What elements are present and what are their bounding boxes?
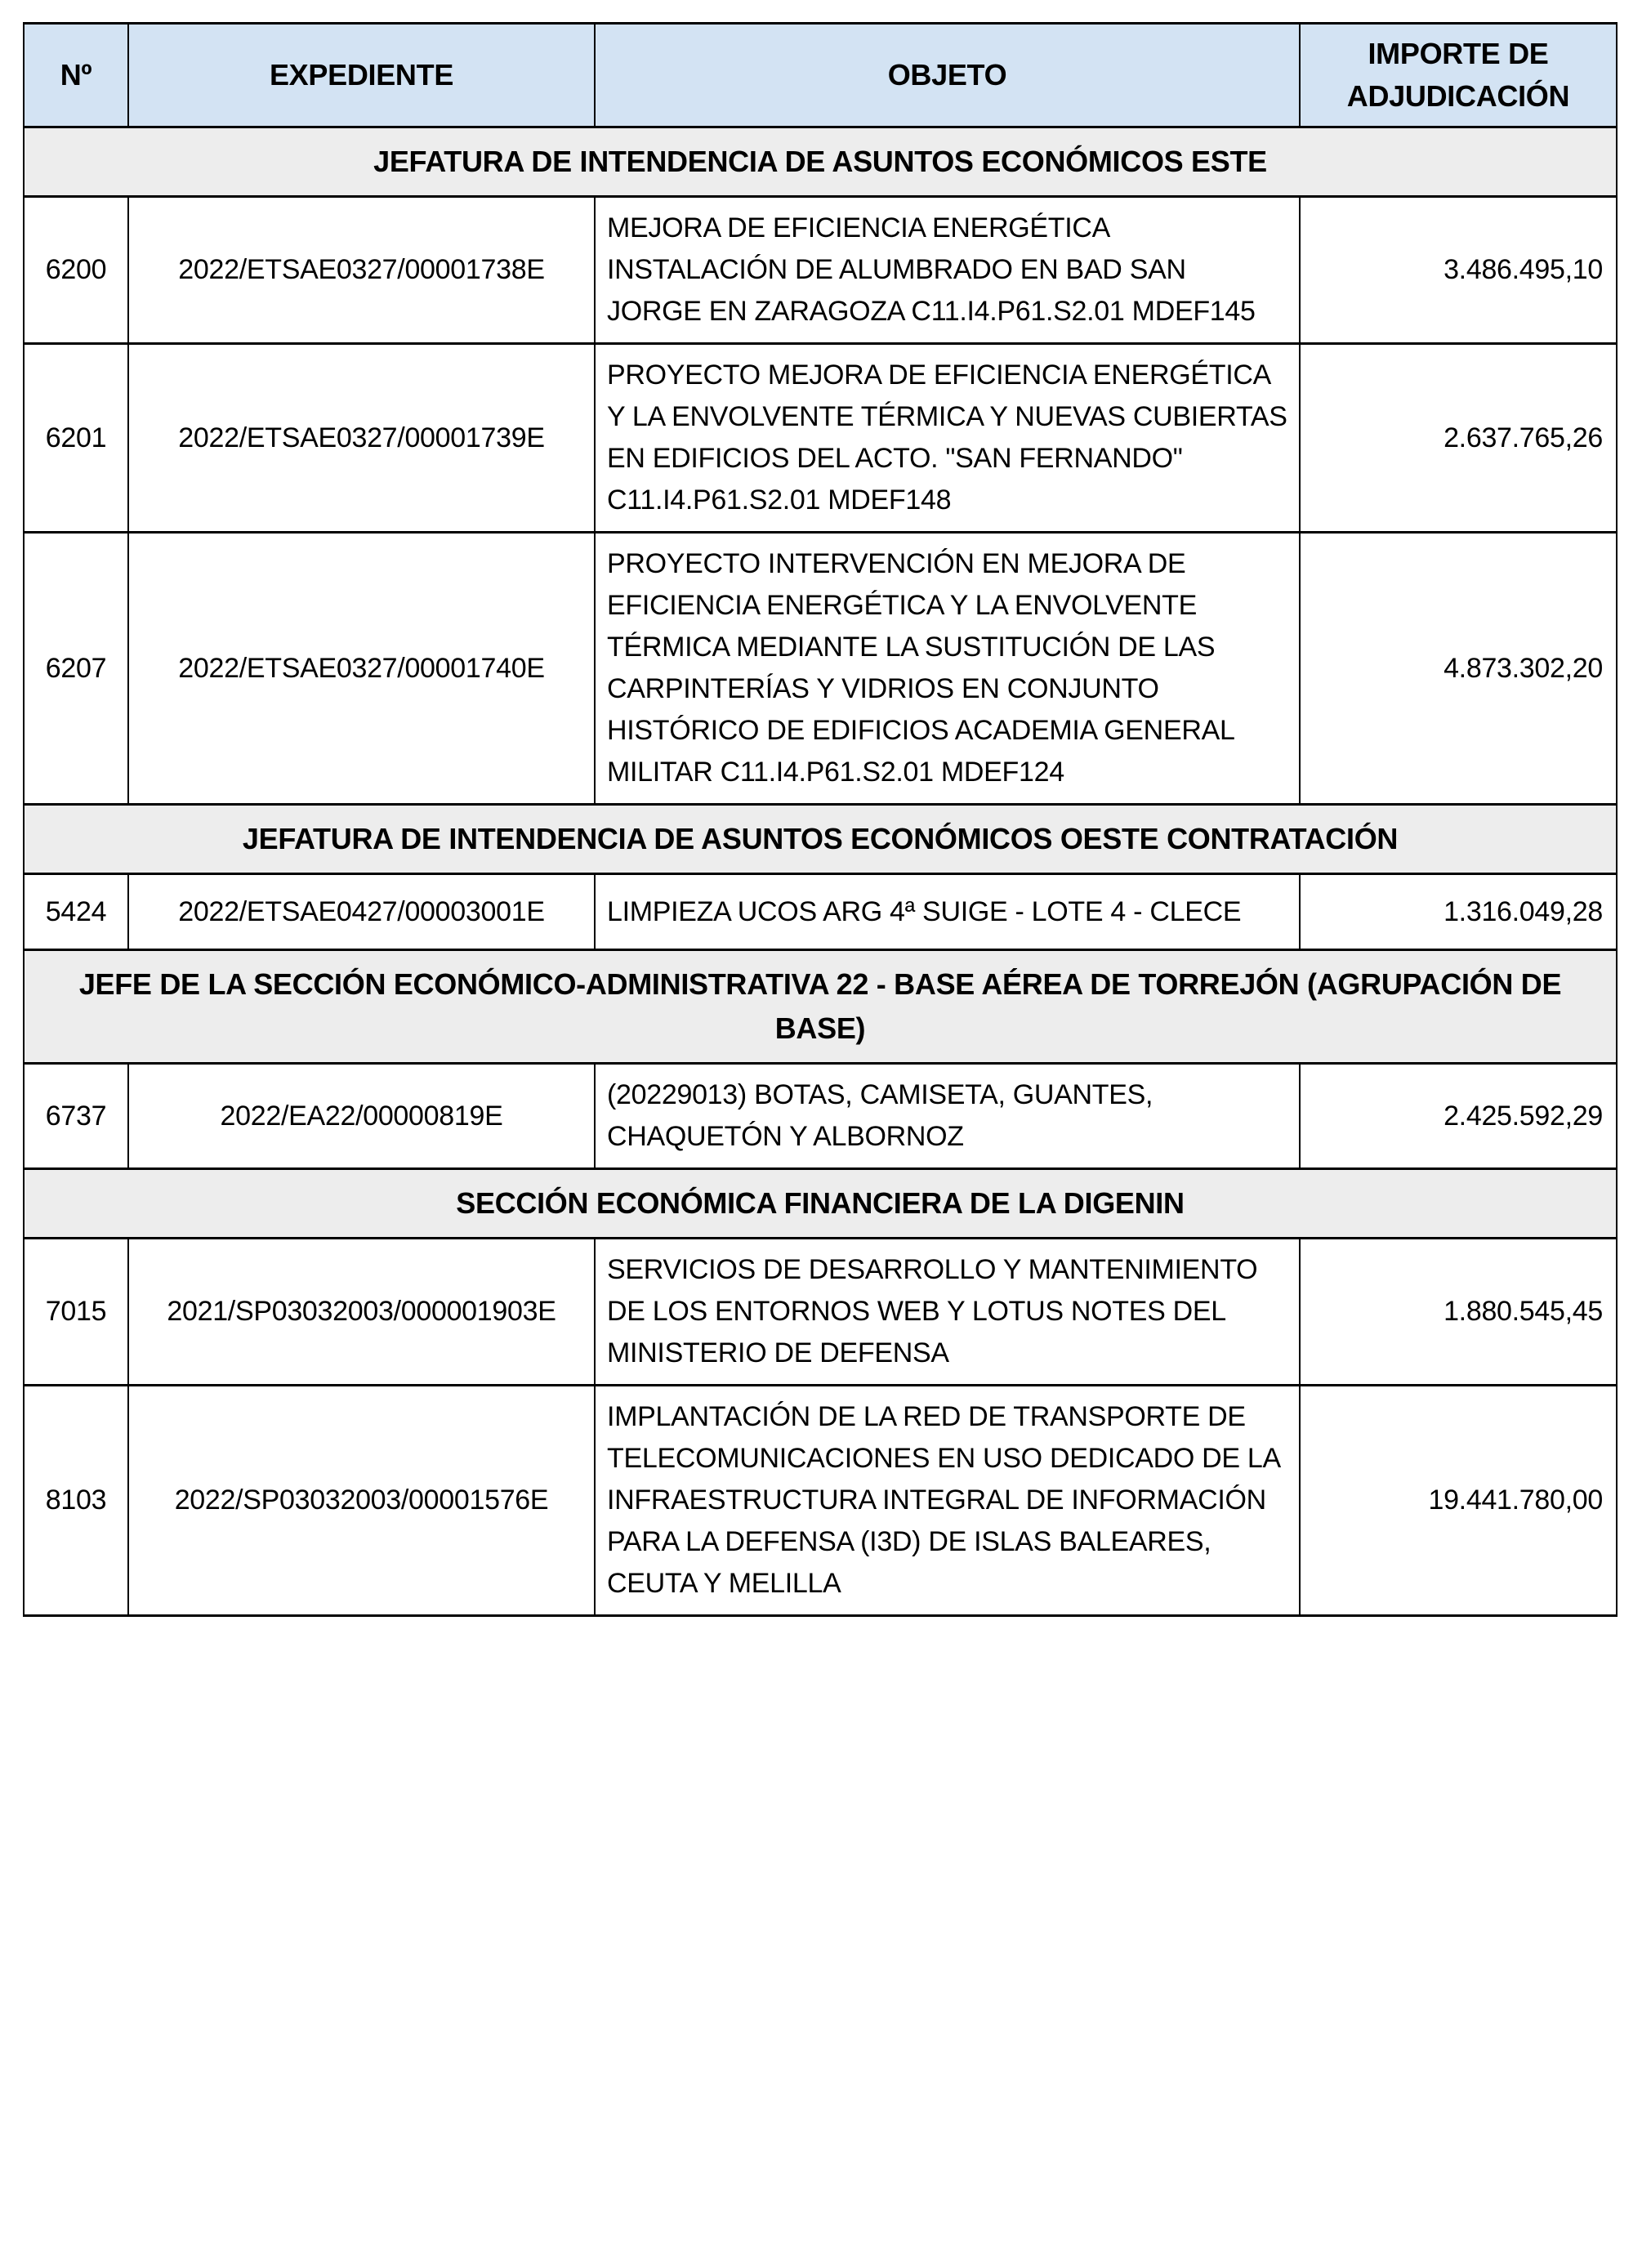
section-title: JEFATURA DE INTENDENCIA DE ASUNTOS ECONÓMICOS ESTE bbox=[24, 127, 1617, 197]
cell-expediente: 2022/ETSAE0327/00001739E bbox=[128, 344, 595, 533]
cell-expediente: 2021/SP03032003/000001903E bbox=[128, 1239, 595, 1386]
column-header-importe: IMPORTE DE ADJUDICACIÓN bbox=[1300, 24, 1617, 127]
cell-importe: 3.486.495,10 bbox=[1300, 197, 1617, 344]
section-header-row bbox=[24, 127, 1617, 197]
table-row bbox=[24, 1239, 1617, 1386]
cell-num: 6737 bbox=[24, 1064, 128, 1169]
cell-expediente: 2022/EA22/00000819E bbox=[128, 1064, 595, 1169]
cell-objeto: PROYECTO INTERVENCIÓN EN MEJORA DE EFICIENCIA ENERGÉTICA Y LA ENVOLVENTE TÉRMICA MEDIANTE LA SUSTITUCIÓN DE LAS CARPINTERÍAS Y VIDRIOS EN CONJUNTO HISTÓRICO DE EDIFICIOS ACADEMIA GENERAL MILITAR C11.I4.P61.S2.01 MDEF124 bbox=[595, 533, 1300, 805]
table-row bbox=[24, 533, 1617, 805]
cell-num: 6207 bbox=[24, 533, 128, 805]
column-header-objeto: OBJETO bbox=[595, 24, 1300, 127]
cell-expediente: 2022/SP03032003/00001576E bbox=[128, 1386, 595, 1616]
cell-num: 8103 bbox=[24, 1386, 128, 1616]
cell-objeto: IMPLANTACIÓN DE LA RED DE TRANSPORTE DE TELECOMUNICACIONES EN USO DEDICADO DE LA INFRAESTRUCTURA INTEGRAL DE INFORMACIÓN PARA LA DEFENSA (I3D) DE ISLAS BALEARES, CEUTA Y MELILLA bbox=[595, 1386, 1300, 1616]
table-row bbox=[24, 197, 1617, 344]
section-title: JEFE DE LA SECCIÓN ECONÓMICO-ADMINISTRATIVA 22 - BASE AÉREA DE TORREJÓN (AGRUPACIÓN DE BASE) bbox=[24, 950, 1617, 1064]
table-row bbox=[24, 1386, 1617, 1616]
cell-objeto: SERVICIOS DE DESARROLLO Y MANTENIMIENTO DE LOS ENTORNOS WEB Y LOTUS NOTES DEL MINISTERIO DE DEFENSA bbox=[595, 1239, 1300, 1386]
cell-expediente: 2022/ETSAE0427/00003001E bbox=[128, 874, 595, 950]
table-row bbox=[24, 344, 1617, 533]
cell-importe: 19.441.780,00 bbox=[1300, 1386, 1617, 1616]
cell-objeto: (20229013) BOTAS, CAMISETA, GUANTES, CHAQUETÓN Y ALBORNOZ bbox=[595, 1064, 1300, 1169]
cell-importe: 2.637.765,26 bbox=[1300, 344, 1617, 533]
document-page bbox=[23, 22, 1616, 1617]
column-header-num: Nº bbox=[24, 24, 128, 127]
cell-importe: 4.873.302,20 bbox=[1300, 533, 1617, 805]
cell-expediente: 2022/ETSAE0327/00001740E bbox=[128, 533, 595, 805]
cell-objeto: MEJORA DE EFICIENCIA ENERGÉTICA INSTALACIÓN DE ALUMBRADO EN BAD SAN JORGE EN ZARAGOZA C11.I4.P61.S2.01 MDEF145 bbox=[595, 197, 1300, 344]
cell-expediente: 2022/ETSAE0327/00001738E bbox=[128, 197, 595, 344]
column-header-row bbox=[24, 24, 1617, 127]
table-row bbox=[24, 1064, 1617, 1169]
cell-num: 7015 bbox=[24, 1239, 128, 1386]
cell-num: 6201 bbox=[24, 344, 128, 533]
contracts-table bbox=[23, 22, 1618, 1617]
section-title: SECCIÓN ECONÓMICA FINANCIERA DE LA DIGENIN bbox=[24, 1169, 1617, 1239]
cell-num: 6200 bbox=[24, 197, 128, 344]
section-header-row bbox=[24, 1169, 1617, 1239]
cell-objeto: LIMPIEZA UCOS ARG 4ª SUIGE - LOTE 4 - CLECE bbox=[595, 874, 1300, 950]
cell-num: 5424 bbox=[24, 874, 128, 950]
section-title: JEFATURA DE INTENDENCIA DE ASUNTOS ECONÓMICOS OESTE CONTRATACIÓN bbox=[24, 805, 1617, 874]
cell-importe: 1.316.049,28 bbox=[1300, 874, 1617, 950]
cell-importe: 1.880.545,45 bbox=[1300, 1239, 1617, 1386]
section-header-row bbox=[24, 805, 1617, 874]
cell-objeto: PROYECTO MEJORA DE EFICIENCIA ENERGÉTICA Y LA ENVOLVENTE TÉRMICA Y NUEVAS CUBIERTAS EN EDIFICIOS DEL ACTO. "SAN FERNANDO" C11.I4.P61.S2.01 MDEF148 bbox=[595, 344, 1300, 533]
column-header-expediente: EXPEDIENTE bbox=[128, 24, 595, 127]
cell-importe: 2.425.592,29 bbox=[1300, 1064, 1617, 1169]
section-header-row bbox=[24, 950, 1617, 1064]
table-row bbox=[24, 874, 1617, 950]
